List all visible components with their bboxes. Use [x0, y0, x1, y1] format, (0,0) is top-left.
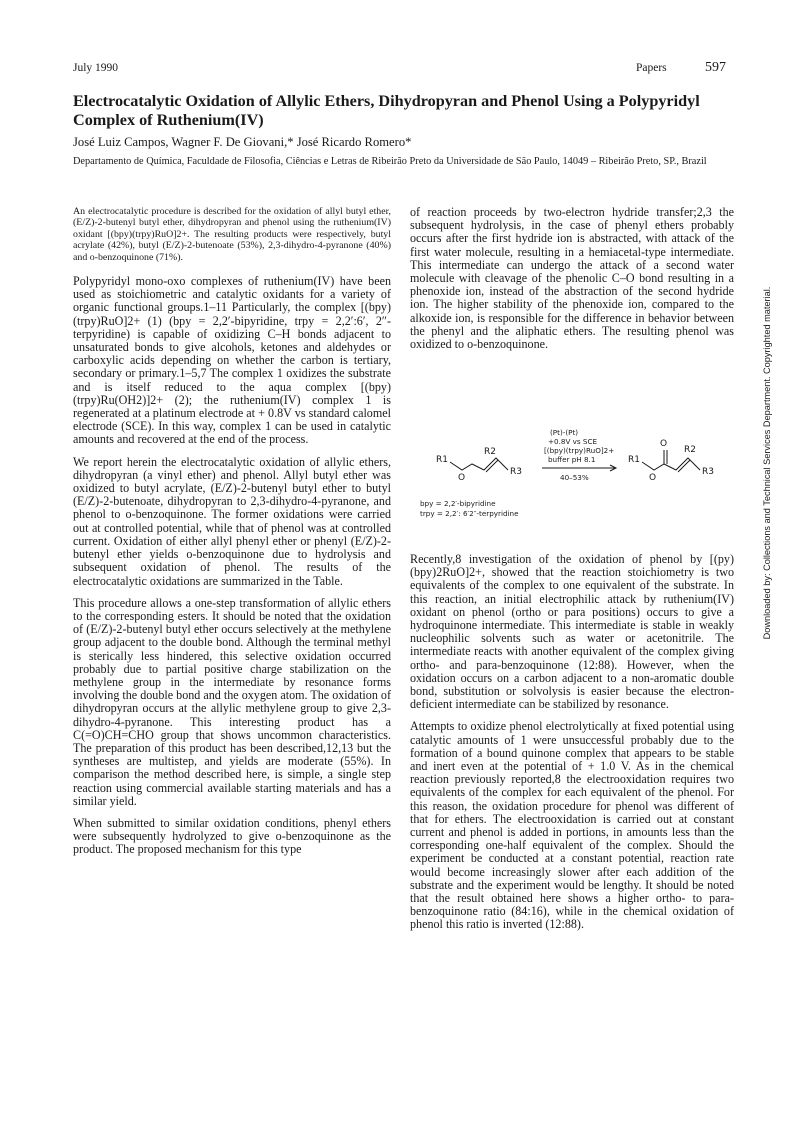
scheme-label: O — [649, 473, 657, 483]
product-skeleton — [642, 458, 700, 470]
scheme-label: O — [458, 473, 466, 483]
scheme-label: O — [660, 439, 668, 449]
download-watermark — [752, 175, 778, 765]
scheme-label: R2 — [684, 445, 696, 455]
scheme-yield: 40–53% — [560, 473, 589, 482]
section-label: Papers — [636, 62, 667, 74]
page-header — [73, 62, 733, 80]
scheme-footnote: bpy = 2,2′-bipyridine — [420, 499, 496, 508]
scheme-footnote: trpy = 2,2′: 6′2″-terpyridine — [420, 509, 519, 518]
paragraph: Polypyridyl mono-oxo complexes of ruthenium(IV) have been used as stoichiometric and catalytic oxidants for a variety of organic functional groups.1–11 Particularly, the complex [(bpy)(trpy)RuO]2+ (1) (bpy = 2,2′-bipyridine, trpy = 2,2′:6′, 2″-terpyridine) is capable of oxidizing C–H bonds adjacent to unsaturated bonds to give alcohols, ketones and aldehydes or carboxylic acids depending on whether the carbon is tertiary, secondary or primary.1–5,7 The complex 1 oxidizes the substrate and is itself reduced to the aqua complex [(bpy)(trpy)Ru(OH2)]2+ (2); the ruthenium(IV) complex 1 is regenerated at a platinum electrode at + 0.8V vs standard calomel electrode (SCE). In this way, complex 1 can be used in catalytic amounts and recovered at the end of the process. — [73, 274, 391, 447]
paragraph: When submitted to similar oxidation conditions, phenyl ethers were subsequently hydrolyzed to give o-benzoquinone as the product. The proposed mechanism for this type — [73, 815, 391, 857]
issue-date: July 1990 — [73, 62, 119, 74]
scheme-condition: +0.8V vs SCE — [548, 437, 598, 446]
paragraph: Attempts to oxidize phenol electrolytically at fixed potential using catalytic amounts of 1 were unsuccessful probably due to the formation of a bound quinone complex that appears to be stable and inert even at the potential of + 1.0 V. As in the chemical reaction previously reported,8 the electrooxidation requires two equivalents of the complex for each equivalent of the phenol. For this reason, the oxidation procedure for phenol was different of that for ethers. The electrooxidation is carried out at constant current and phenol is added in portions, in amounts less than the corresponding one-half equivalent of the complex. Should the experiment be conducted at a constant potential, reaction rate would become increasingly slower after each addition of the substrate and the experiment would be lengthy. It should be noted that the result obtained here shows a higher ortho- to para-benzoquinone ratio (84:16), while in the chemical oxidation of phenol this ratio is inverted (12:88). — [410, 719, 734, 932]
scheme-label: R1 — [436, 455, 448, 465]
scheme-label: R3 — [510, 467, 522, 477]
watermark-text: Downloaded by: Collections and Technical Services Department. Copyrighted material. — [762, 286, 772, 640]
right-column-bottom — [410, 553, 734, 941]
paragraph: of reaction proceeds by two-electron hydride transfer;2,3 the subsequent hydrolysis, in the case of phenyl ethers probably occurs after the first hydride ion is abstracted, with attack of the first water molecule, resulting in a hemiacetal-type intermediate. This intermediate can undergo the attack of a second water molecule with cleavage of the phenolic C–O bond resulting in a phenoxide ion, instead of the abstraction of the second hydride ion. The higher stability of the phenoxide ion, compared to the alkoxide ion, is responsible for the difference in behavior between the phenyl and the aliphatic ethers. The resulting phenol was oxidized to o-benzoquinone. — [410, 205, 734, 352]
scheme-drawing — [420, 428, 736, 538]
scheme-label: R2 — [484, 447, 496, 457]
reactant-skeleton — [450, 458, 508, 470]
author-list: José Luiz Campos, Wagner F. De Giovani,* José Ricardo Romero* — [73, 135, 412, 149]
scheme-label: R1 — [628, 455, 640, 465]
paragraph: We report herein the electrocatalytic oxidation of allylic ethers, dihydropyran (a vinyl ether) and phenol. Allyl butyl ether was oxidized to butyl acrylate, (E/Z)-2-butenyl butyl ether to butyl (E/Z)-2-butenoate, dihydropyran to 2,3-dihydro-4-pyranone, and phenol to o-benzoquinone. The former oxidations were carried out at controlled potential, while that of phenol was at controlled current. Oxidation of either allyl phenyl ether or phenyl (E/Z)-2-butenyl ether yields o-benzoquinone due to hydrolysis and subsequent oxidation of phenol. The results of the electrocatalytic oxidations are summarized in the Table. — [73, 454, 391, 588]
scheme-condition: (Pt)-(Pt) — [550, 428, 579, 437]
page-number: 597 — [705, 60, 726, 75]
paragraph: This procedure allows a one-step transformation of allylic ethers to the corresponding esters. It should be noted that the oxidation of (E/Z)-2-butenyl butyl ether occurs selectively at the methylene group adjacent to the double bond. Although the terminal methyl is sterically less hindered, this selective oxidation occurred probably due to partial positive charge stabilization on the methylene group in the intermediate by resonance forms involving the double bond and the oxygen atom. The oxidation of dihydropyran occurs at the allylic methylene group to give 2,3-dihydro-4-pyranone. This interesting product has a C(=O)CH=CHO group that shows uncommon characteristics. The preparation of this product has been described,12,13 but the syntheses are multistep, and yields are moderate (55%). In comparison the method described here, is simple, a single step reaction using commercial available starting materials and has a similar yield. — [73, 595, 391, 808]
scheme-condition: [(bpy)(trpy)RuO]2+ — [544, 446, 615, 455]
paragraph: Recently,8 investigation of the oxidation of phenol by [(py)(bpy)2RuO]2+, showed that the reaction stoichiometry is two equivalents of the complex to one equivalent of the substrate. In this reaction, an initial electrophilic attack by ruthenium(IV) oxidant on phenol (ortho or para positions) occurs to give a hydroquinone intermediate. This intermediate is stable in weakly nucleophilic solvents such as water or acetonitrile. The intermediate reacts with another equivalent of the complex giving ortho- and para-benzoquinone (12:88). However, when the oxidation occurs on a carbon adjacent to a non-aromatic double bond, substitution or solvolysis is easier because the electron-deficient intermediate can be stabilized by resonance. — [410, 552, 734, 712]
scheme-label: R3 — [702, 467, 714, 477]
left-column — [73, 206, 391, 866]
abstract: An electrocatalytic procedure is described for the oxidation of allyl butyl ether, (E/Z)-2-butenyl butyl ether, dihydropyran and phenol using the ruthenium(IV) oxidant [(bpy)(trpy)RuO]2+. The resulting products were respectively, butyl acrylate (42%), butyl (E/Z)-2-butenoate (53%), 2,3-dihydro-4-pyranone (40%) and o-benzoquinone (71%). — [73, 206, 391, 263]
reaction-scheme — [420, 428, 736, 538]
scheme-condition: buffer pH 8.1 — [548, 455, 596, 464]
affiliation: Departamento de Química, Faculdade de Filosofia, Ciências e Letras de Ribeirão Preto da Universidade de São Paulo, 14049 – Ribeirão Preto, SP., Brazil — [73, 156, 707, 167]
right-column-top — [410, 206, 734, 360]
article-title: Electrocatalytic Oxidation of Allylic Ethers, Dihydropyran and Phenol Using a Polypyridyl Complex of Ruthenium(IV) — [73, 92, 700, 129]
